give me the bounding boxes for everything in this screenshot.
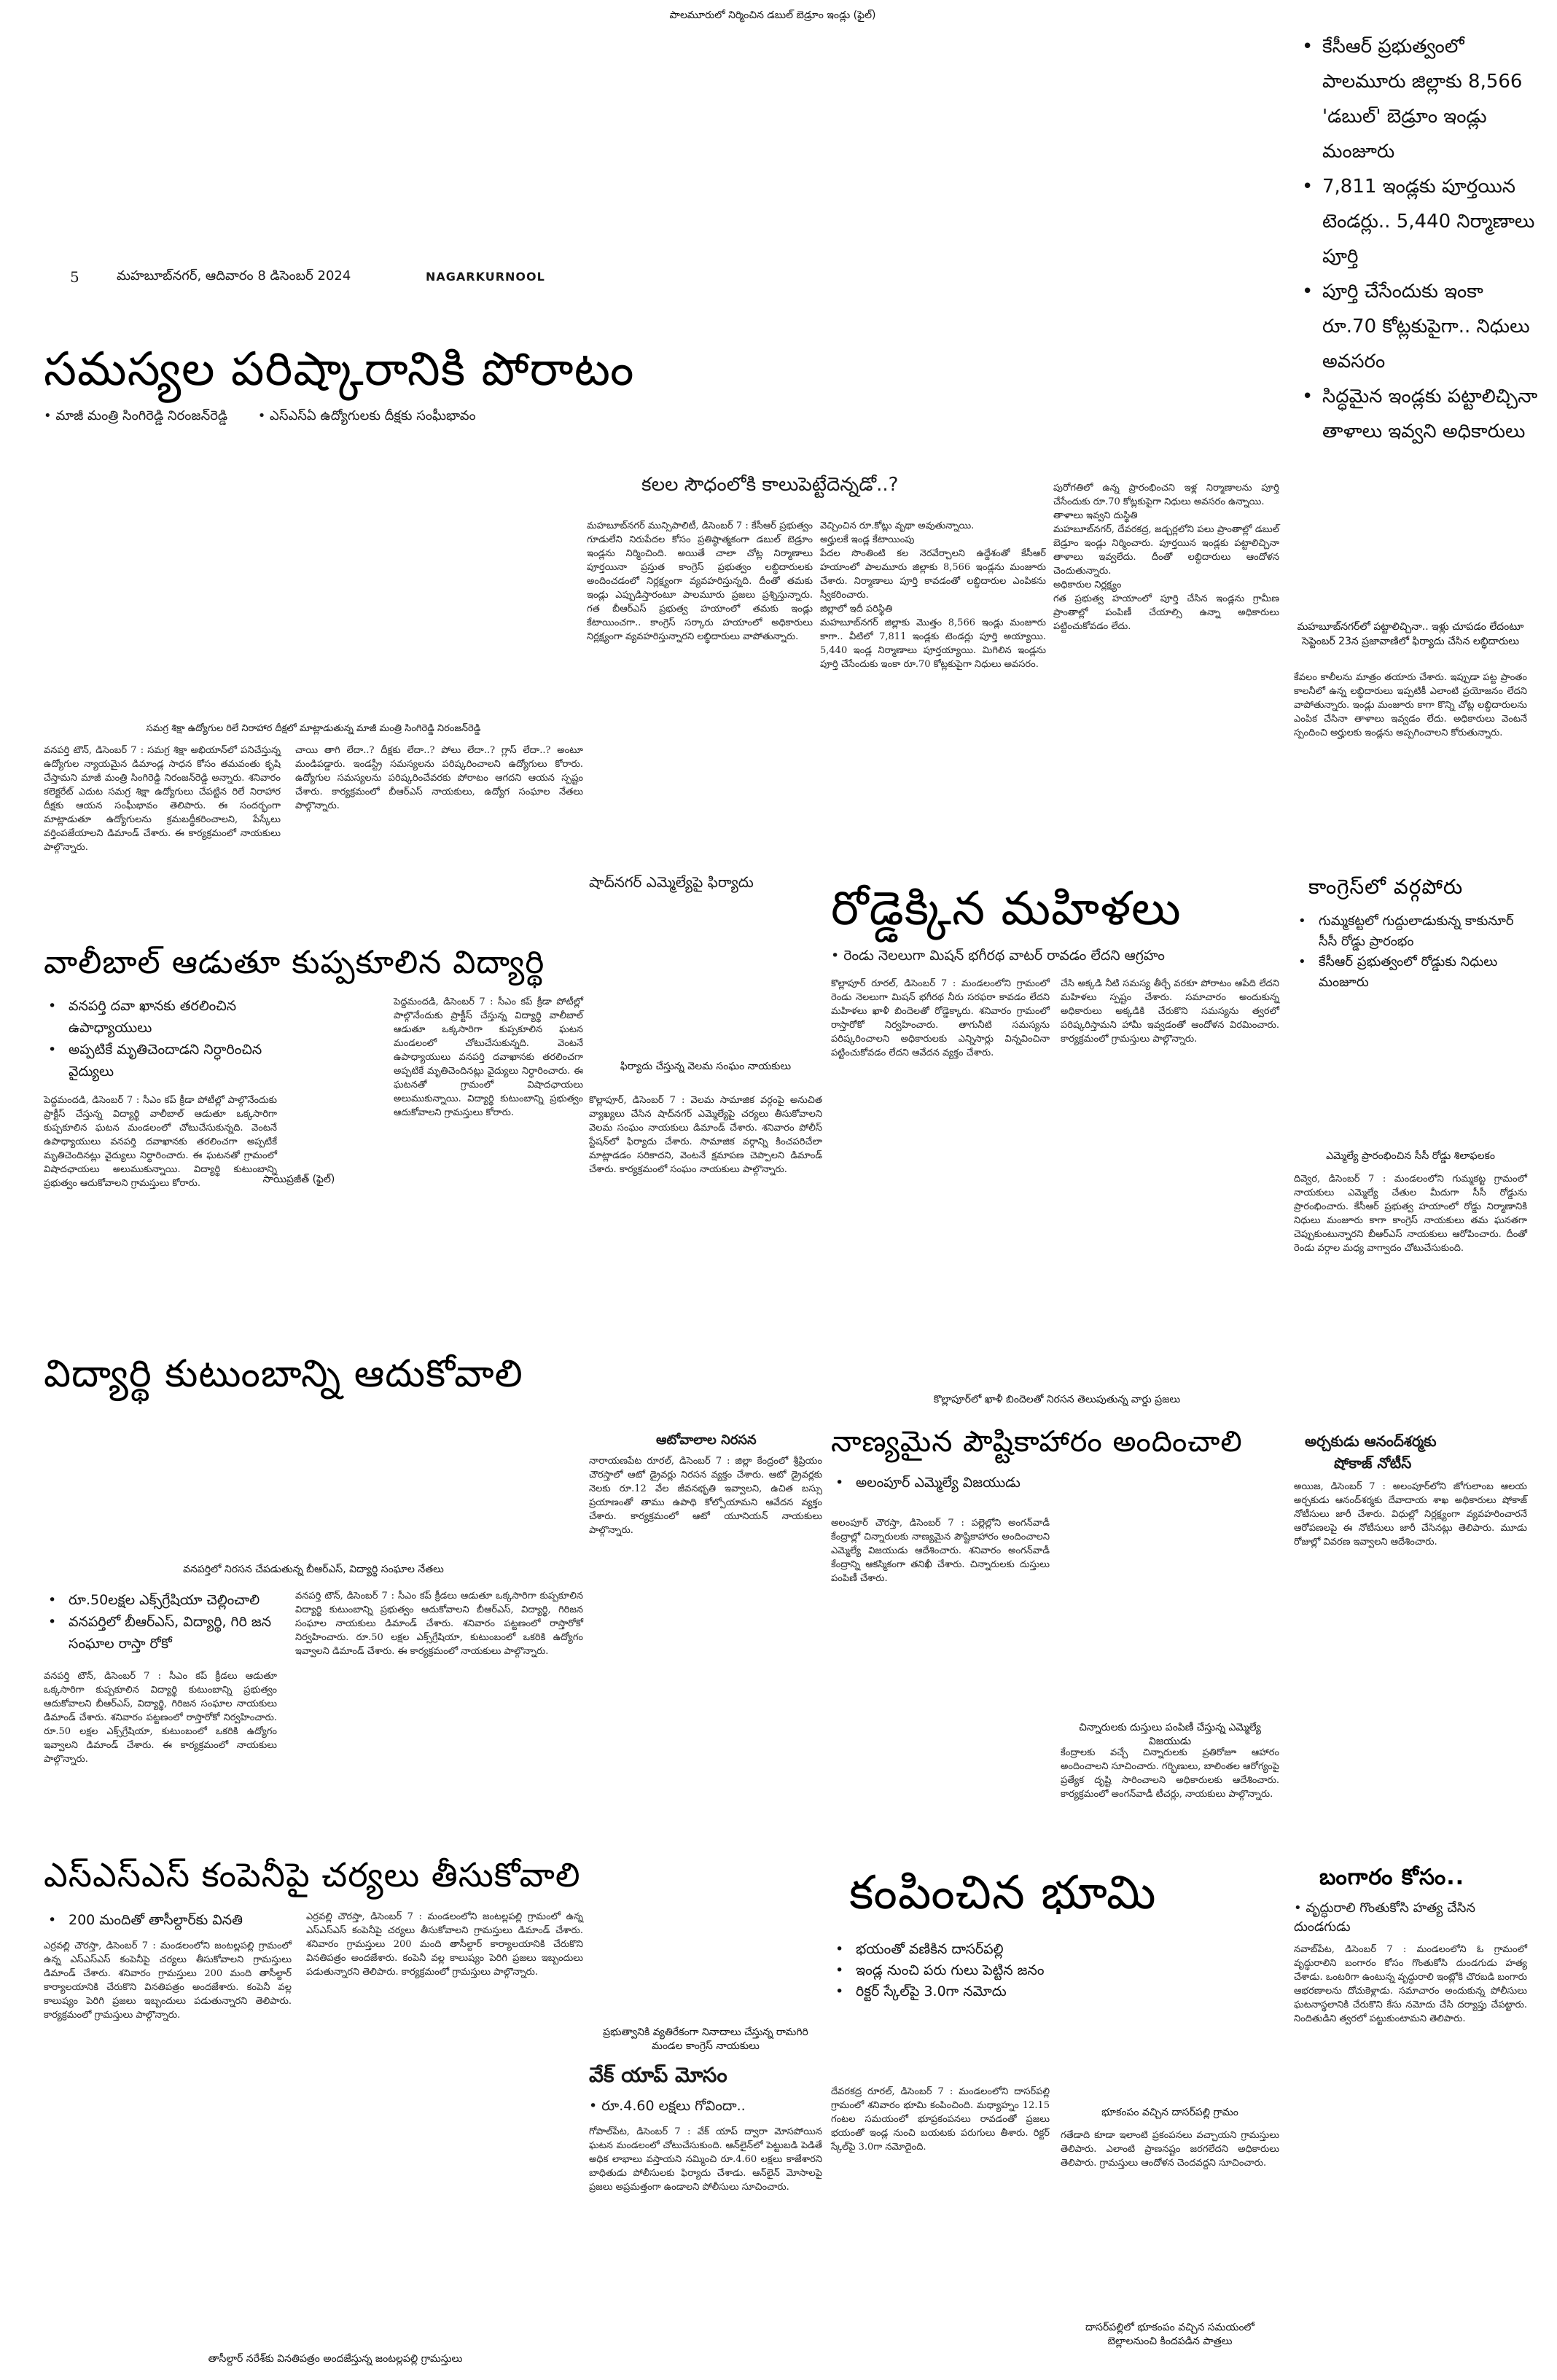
congress-body: దివ్వెర, డిసెంబర్ 7 : మండలంలోని గుమ్మకట్ట గ్రామంలో నాయకులు ఎమ్మెల్యే చేతుల మీదుగా సీసీ రోడ్డును ప్రారంభించారు. కేసీఆర్ ప్రభుత్వ హయాంలో రోడ్డు నిర్మాణానికి నిధులు మంజూరు కాగా కాంగ్రెస్ నాయకులు తమ ఘనతగా చెప్పుకుంటున్నారని బీఆర్ఎస్ నాయకులు ఆరోపించారు. దీంతో రెండు వర్గాల మధ్య వాగ్వాదం చోటుచేసుకుంది. (1294, 1174, 1531, 1254)
shadnagar-photo-caption: ఫిర్యాదు చేస్తున్న వెలమ సంఘం నాయకులు (620, 1061, 792, 1072)
story3-body-right: వనపర్తి టౌన్, డిసెంబర్ 7 : సీఎం కప్ క్రీడలు ఆడుతూ ఒక్కసారిగా కుప్పకూలిన విద్యార్థి కుటుంబాన్ని ప్రభుత్వం ఆదుకోవాలని బీఆర్ఎస్, విద్యార్థి, గిరిజన సంఘాల నాయకులు డిమాండ్ చేశారు. శనివారం పట్టణంలో రాస్తారోకో నిర్వహించారు. రూ.50 లక్షల ఎక్స్‌గ్రేషియా, కుటుంబంలో ఒకరికి ఉద్యోగం ఇవ్వాలని డిమాండ్ చేశారు. ఈ కార్యక్రమంలో నాయకులు పాల్గొన్నారు. (295, 1591, 587, 1657)
earthquake-body-col2: గతేడాది కూడా ఇలాంటి ప్రకంపనలు వచ్చాయని గ్రామస్తులు తెలిపారు. ఎలాంటి ప్రాణనష్టం జరగలేదని అధికారులు తెలిపారు. గ్రామస్తులు ఆందోళన చెందవద్దని సూచించారు. (1061, 2130, 1283, 2169)
congress-headline: కాంగ్రెస్‌లో వర్గపోరు (1308, 875, 1464, 899)
story5-body-col1: మహబూబ్‌నగర్ మున్సిపాలిటీ, డిసెంబర్ 7 : కేసీఆర్ ప్రభుత్వం గూడులేని నిరుపేదల కోసం ప్రతిష్ఠాత్మకంగా డబుల్ బెడ్రూం ఇండ్లను నిర్మించింది. అయితే చాలా చోట్ల నిర్మాణాలు పూర్తయినా ప్రస్తుత కాంగ్రెస్ ప్రభుత్వం లబ్ధిదారులకు అందించడంలో నిర్లక్ష్యంగా వ్యవహరిస్తున్నది. దీంతో తమకు ఇండ్లు ఎప్పుడిస్తారంటూ పాలమూరు ప్రజలు ప్రశ్నిస్తున్నారు. గత బీఆర్ఎస్ ప్రభుత్వ హయాంలో తమకు ఇండ్లు కేటాయించగా.. కాంగ్రెస్ సర్కారు హయాంలో అధికారులు నిర్లక్ష్యంగా వ్యవహరిస్తున్నారని లబ్ధిదారులు వాపోతున్నారు. (587, 520, 816, 642)
nutrition-caption-top: కొల్లాపూర్‌లో ఖాళీ బిందెలతో నిరసన తెలుపుతున్న వార్డు ప్రజలు (933, 1394, 1181, 1405)
story4-bullets (44, 1910, 321, 1930)
masthead-photo-caption: పాలమూరులో నిర్మించిన డబుల్ బెడ్రూం ఇండ్లు (ఫైల్) (669, 9, 876, 21)
story2-bullet: • వనపర్తి దవా ఖానకు తరలించిన ఉపాధ్యాయులు (44, 995, 292, 1039)
avo-headline: ఆటోవాలాల నిరసన (656, 1432, 757, 1448)
story1-photo-caption: సమగ్ర శిక్షా ఉద్యోగుల రిలే నిరాహార దీక్షలో మాట్లాడుతున్న మాజీ మంత్రి సింగిరెడ్డి నిరంజన్‌రెడ్డి (146, 723, 481, 734)
story4-body-right: ఎర్రవల్లి చౌరస్తా, డిసెంబర్ 7 : మండలంలోని జంటల్లపల్లి గ్రామంలో ఉన్న ఎస్ఎస్ఎస్ కంపెనీపై చర్యలు తీసుకోవాలని గ్రామస్తులు డిమాండ్ చేశారు. శనివారం గ్రామస్తులు 200 మంది తాసీల్దార్ కార్యాలయానికి చేరుకొని వినతిపత్రం అందజేశారు. కంపెనీ వల్ల కాలుష్యం పెరిగి ప్రజలు ఇబ్బందులు పడుతున్నారని తెలిపారు. కార్యక్రమంలో గ్రామస్తులు పాల్గొన్నారు. (306, 1911, 587, 1978)
story2-body: పెద్దమందడి, డిసెంబర్ 7 : సీఎం కప్ క్రీడా పోటీల్లో పాల్గొనేందుకు ప్రాక్టీస్ చేస్తున్న విద్యార్థి వాలీబాల్ ఆడుతూ ఒక్కసారిగా కుప్పకూలిన ఘటన మండలంలో చోటుచేసుకున్నది. వెంటనే ఉపాధ్యాయులు వనపర్తి దవాఖానకు తరలించగా అప్పటికే మృతిచెందినట్లు వైద్యులు నిర్ధారించారు. ఈ ఘటనతో గ్రామంలో విషాదఛాయలు అలుముకున్నాయి. విద్యార్థి కుటుంబాన్ని ప్రభుత్వం ఆదుకోవాలని గ్రామస్తులు కోరారు. (44, 1095, 281, 1189)
story2-body-right: పెద్దమందడి, డిసెంబర్ 7 : సీఎం కప్ క్రీడా పోటీల్లో పాల్గొనేందుకు ప్రాక్టీస్ చేస్తున్న విద్యార్థి వాలీబాల్ ఆడుతూ ఒక్కసారిగా కుప్పకూలిన ఘటన మండలంలో చోటుచేసుకున్నది. వెంటనే ఉపాధ్యాయులు వనపర్తి దవాఖానకు తరలించగా అప్పటికే మృతిచెందినట్లు వైద్యులు నిర్ధారించారు. ఈ ఘటనతో గ్రామంలో విషాదఛాయలు అలుముకున్నాయి. విద్యార్థి కుటుంబాన్ని ప్రభుత్వం ఆదుకోవాలని గ్రామస్తులు కోరారు. (394, 996, 587, 1118)
story2-photo-caption: సాయిప్రజీత్ (ఫైల్) (262, 1174, 335, 1185)
story3-bullet: • వనపర్తిలో బీఆర్ఎస్, విద్యార్థి, గిరి జన సంఘాల రాస్తా రోకో (44, 1611, 277, 1655)
show-cause-headline-top: అర్చకుడు ఆనంద్‌శర్మకు (1305, 1432, 1437, 1450)
story1-subhead (44, 408, 476, 426)
edition-name: NAGARKURNOOL (426, 270, 545, 284)
story1-subhead-1: మాజీ మంత్రి సింగిరెడ్డి నిరంజన్‌రెడ్డి (55, 408, 228, 424)
story2-bullets (44, 995, 292, 1082)
gold-bullet (1294, 1899, 1527, 1937)
bullet-icon: • (831, 948, 844, 964)
gold-headline: బంగారం కోసం.. (1319, 1865, 1465, 1890)
story5-body-col3: పురోగతిలో ఉన్న ప్రారంభించని ఇళ్ల నిర్మాణాలను పూర్తి చేసేందుకు రూ.70 కోట్లకుపైగా నిధులు అవసరం ఉన్నాయి. తాళాలు ఇవ్వని దుస్థితి మహబూబ్‌నగర్, దేవరకద్ర, జడ్చర్లలోని పలు ప్రాంతాల్లో డబుల్ బెడ్రూం ఇండ్లు నిర్మించారు. పూర్తయిన ఇండ్లకు పట్టాలిచ్చినా తాళాలు ఇవ్వలేదు. దీంతో లబ్ధిదారులు ఆందోళన చెందుతున్నారు. అధికారుల నిర్లక్ష్యం గత ప్రభుత్వ హయాంలో పూర్తి చేసిన ఇండ్లను గ్రామీణ ప్రాంతాల్లో పంపిణీ చేయాల్సి ఉన్నా అధికారులు పట్టించుకోవడం లేదు. (1053, 483, 1279, 632)
earthquake-bullet: • రిక్టర్ స్కేల్‌పై 3.0గా నమోదు (831, 1981, 1050, 2002)
story4-photo-caption: తాసీల్దార్ నరేశ్‌కు వినతిపత్రం అందజేస్తున్న జంటల్లపల్లి గ్రామస్తులు (208, 2353, 463, 2365)
highlight-item: • కేసీఆర్ ప్రభుత్వంలో పాలమూరు జిల్లాకు 8,566 'డబుల్' బెడ్రూం ఇండ్లు మంజూరు (1298, 29, 1538, 169)
avo-body: నారాయణపేట రూరల్, డిసెంబర్ 7 : జిల్లా కేంద్రంలో శ్రీప్రియం చౌరస్తాలో ఆటో డ్రైవర్లు నిరసన వ్యక్తం చేశారు. ఆటో డ్రైవర్లకు నెలకు రూ.12 వేల జీవనభృతి ఇవ్వాలని, ఉచిత బస్సు ప్రయాణంతో తాము ఉపాధి కోల్పోయామని ఆవేదన వ్యక్తం చేశారు. కార్యక్రమంలో ఆటో యూనియన్ నాయకులు పాల్గొన్నారు. (589, 1456, 826, 1536)
story5-body-col2: వెచ్చించిన రూ.కోట్లు వృథా అవుతున్నాయి. అర్హులకే ఇండ్ల కేటాయింపు పేదల సొంతింటి కల నెరవేర్చాలని ఉద్దేశంతో కేసీఆర్ హయాంలో పాలమూరు జిల్లాకు 8,566 ఇండ్లను మంజూరు చేశారు. నిర్మాణాలు పూర్తి కావడంతో లబ్ధిదారుల ఎంపికను స్వీకరించారు. జిల్లాలో ఇదీ పరిస్థితి మహబూబ్‌నగర్ జిల్లాకు మొత్తం 8,566 ఇండ్లు మంజూరు కాగా.. వీటిలో 7,811 ఇండ్లకు టెండర్లు పూర్తి అయ్యాయి. 5,440 ఇండ్ల నిర్మాణాలు పూర్తయ్యాయి. మిగిలిన ఇండ్లను పూర్తి చేసేందుకు ఇంకా రూ.70 కోట్లకుపైగా నిధులు అవసరం. (820, 520, 1046, 670)
story1-headline: సమస్యల పరిష్కారానికి పోరాటం (44, 343, 635, 397)
story6-bullet (831, 948, 1165, 967)
story2-bullet: • అప్పటికే మృతిచెందాడని నిర్ధారించిన వైద్యులు (44, 1039, 292, 1082)
story3-photo-caption: వనపర్తిలో నిరసన చేపడుతున్న బీఆర్ఎస్, విద్యార్థి సంఘాల నేతలు (183, 1564, 444, 1575)
story4-headline: ఎస్ఎస్ఎస్ కంపెనీపై చర్యలు తీసుకోవాలి (44, 1855, 581, 1895)
earthquake-bullet: • ఇండ్ల నుంచి పరు గులు పెట్టిన జనం (831, 1960, 1050, 1981)
story1-body-right: చాయి తాగి లేదా..? దీక్షకు లేదా..? పోలు లేదా..? గ్లాస్ లేదా..? అంటూ మండిపడ్డారు. ఇండస్ట్రీ సమస్యలను పరిష్కరించాలని ఉద్యోగులు కోరారు. ఉద్యోగుల సమస్యలను పరిష్కరించేవరకు పోరాటం ఆగదని ఆయన స్పష్టం చేశారు. కార్యక్రమంలో బీఆర్ఎస్ నాయకులు, ఉద్యోగ సంఘాల నేతలు పాల్గొన్నారు. (295, 745, 587, 811)
subhead-bullet-icon: • (44, 408, 56, 424)
story2-headline: వాలీబాల్ ఆడుతూ కుప్పకూలిన విద్యార్థి (44, 944, 545, 981)
bullet-icon: • (589, 2098, 602, 2114)
highlight-item: • 7,811 ఇండ్లకు పూర్తయిన టెండర్లు.. 5,440 నిర్మాణాలు పూర్తి (1298, 169, 1538, 274)
earthquake-caption-top: భూకంపం వచ్చిన దాసర్‌పల్లి గ్రామం (1101, 2107, 1238, 2118)
dateline: మహబూబ్‌నగర్, ఆదివారం 8 డిసెంబర్ 2024 (117, 268, 351, 284)
congress-photo-caption: ఎమ్మెల్యే ప్రారంభించిన సీసీ రోడ్డు శిలాఫలకం (1326, 1150, 1495, 1162)
nutrition-body-col1: అలంపూర్ చౌరస్తా, డిసెంబర్ 7 : పల్లెల్లోని అంగన్‌వాడీ కేంద్రాల్లో చిన్నారులకు నాణ్యమైన పౌష్టికాహారం అందించాలని ఎమ్మెల్యే విజయుడు ఆదేశించారు. శనివారం అంగన్‌వాడీ కేంద్రాన్ని ఆకస్మికంగా తనిఖీ చేశారు. చిన్నారులకు దుస్తులు పంపిణీ చేశారు. (831, 1518, 1053, 1584)
nutrition-photo-caption: చిన్నారులకు దుస్తులు పంపిణీ చేస్తున్న ఎమ్మెల్యే విజయుడు (1079, 1722, 1261, 1747)
story3-bullet: • రూ.50లక్షల ఎక్స్‌గ్రేషియా చెల్లించాలి (44, 1589, 277, 1611)
shadnagar-headline: షాద్‌నగర్ ఎమ్మెల్యేపై ఫిర్యాదు (589, 873, 754, 891)
story1-subhead-2: ఎస్ఎస్ఏ ఉద్యోగులకు దీక్షకు సంఘీభావం (270, 408, 476, 424)
bullet-icon: • (1294, 1900, 1306, 1916)
story5-headline: కలల సౌధంలోకి కాలుపెట్టేదెన్నడో..? (641, 474, 899, 496)
story4-bullet: • 200 మందితో తాసీల్దార్‌కు వినతి (44, 1910, 321, 1930)
page-number: 5 (70, 268, 79, 286)
earthquake-caption-bottom: దాసర్‌పల్లిలో భూకంపం వచ్చిన సమయంలో బెల్లాలనుంచి కిందపడిన పాత్రలు (1085, 2322, 1254, 2347)
story4-body: ఎర్రవల్లి చౌరస్తా, డిసెంబర్ 7 : మండలంలోని జంటల్లపల్లి గ్రామంలో ఉన్న ఎస్ఎస్ఎస్ కంపెనీపై చర్యలు తీసుకోవాలని గ్రామస్తులు డిమాండ్ చేశారు. శనివారం గ్రామస్తులు 200 మంది తాసీల్దార్ కార్యాలయానికి చేరుకొని వినతిపత్రం అందజేశారు. కంపెనీ వల్ల కాలుష్యం పెరిగి ప్రజలు ఇబ్బందులు పడుతున్నారని తెలిపారు. కార్యక్రమంలో గ్రామస్తులు పాల్గొన్నారు. (44, 1940, 295, 2021)
gold-body: నవాబ్‌పేట, డిసెంబర్ 7 : మండలంలోని ఓ గ్రామంలో వృద్ధురాలిని బంగారం కోసం గొంతుకోసి దుండగుడు హత్య చేశాడు. ఒంటరిగా ఉంటున్న వృద్ధురాలి ఇంట్లోకి చొరబడి బంగారు ఆభరణాలను దోచుకెళ్లాడు. సమాచారం అందుకున్న పోలీసులు ఘటనాస్థలానికి చేరుకొని కేసు నమోదు చేసి దర్యాప్తు చేపట్టారు. నిందితుడిని త్వరలో పట్టుకుంటామని తెలిపారు. (1294, 1944, 1531, 2024)
earthquake-bullets (831, 1939, 1050, 2002)
earthquake-bullet: • భయంతో వణికిన దాసర్‌పల్లి (831, 1939, 1050, 1960)
nutrition-bullets (831, 1472, 1050, 1493)
earthquake-headline: కంపించిన భూమి (849, 1866, 1157, 1920)
earthquake-body-col1: దేవరకద్ర రూరల్, డిసెంబర్ 7 : మండలంలోని దాసర్‌పల్లి గ్రామంలో శనివారం భూమి కంపించింది. మధ్యాహ్నం 12.15 గంటల సమయంలో భూప్రకంపనలు రావడంతో ప్రజలు భయంతో ఇండ్ల నుంచి బయటకు పరుగులు తీశారు. రిక్టర్ స్కేల్‌పై 3.0గా నమోదైంది. (831, 2086, 1053, 2153)
congress-bullet: • గుమ్మకట్టలో గుద్దులాడుకున్న కాకునూర్ సీసీ రోడ్డు ప్రారంభం (1294, 911, 1527, 952)
story6-headline: రోడ్డెక్కిన మహిళలు (831, 882, 1182, 936)
subhead-bullet-icon: • (257, 408, 270, 424)
nutrition-headline: నాణ్యమైన పౌష్టికాహారం అందించాలి (831, 1425, 1243, 1459)
sidebar-body: కేవలం కాలీలను మాత్రం తయారు చేశారు. ఇప్పుడా పట్ట ప్రాంతం కాలనీలో ఉన్న లబ్ధిదారులు ఇప్పటికీ ఎలాంటి ప్రయోజనం లేదని వాపోతున్నారు. ఇండ్లు మంజూరు కాగా కొన్ని చోట్ల లబ్ధిదారులను ఎంపిక చేసినా తాళాలు ఇవ్వడం లేదు. అధికారులు వెంటనే స్పందించి అర్హులకు ఇండ్లను అప్పగించాలని కోరుతున్నారు. (1294, 672, 1531, 738)
shadnagar-body: కొల్లాపూర్, డిసెంబర్ 7 : వెలమ సామాజిక వర్గంపై అనుచిత వ్యాఖ్యలు చేసిన షాద్‌నగర్ ఎమ్మెల్యేపై చర్యలు తీసుకోవాలని వెలమ సంఘం నాయకులు డిమాండ్ చేశారు. శనివారం పోలీస్ స్టేషన్‌లో ఫిర్యాదు చేశారు. సామాజిక వర్గాన్ని కించపరిచేలా మాట్లాడడం సరికాదని, వెంటనే క్షమాపణ చెప్పాలని డిమాండ్ చేశారు. కార్యక్రమంలో సంఘం నాయకులు పాల్గొన్నారు. (589, 1095, 826, 1175)
veg-bullet (589, 2098, 746, 2118)
congress-bullet: • కేసీఆర్ ప్రభుత్వంలో రోడ్డుకు నిధులు మంజూరు (1294, 952, 1527, 993)
veg-headline: వేక్ యాప్ మోసం (589, 2063, 727, 2087)
highlights-list (1298, 29, 1538, 449)
show-cause-body: అయిజ, డిసెంబర్ 7 : అలంపూర్‌లోని జోగులాంబ ఆలయ అర్చకుడు ఆనంద్‌శర్మకు దేవాదాయ శాఖ అధికారులు షోకాజ్ నోటీసులు జారీ చేశారు. విధుల్లో నిర్లక్ష్యంగా వ్యవహరించారనే ఆరోపణలపై ఈ నోటీసులు జారీ చేసినట్లు తెలిపారు. మూడు రోజుల్లో వివరణ ఇవ్వాలని ఆదేశించారు. (1294, 1481, 1531, 1548)
story6-bullet-text: రెండు నెలలుగా మిషన్ భగీరథ వాటర్ రావడం లేదని ఆగ్రహం (843, 948, 1165, 964)
story6-body-col1: కొల్లాపూర్ రూరల్, డిసెంబర్ 7 : మండలంలోని గ్రామంలో రెండు నెలలుగా మిషన్ భగీరథ నీరు సరఫరా కావడం లేదని మహిళలు ఖాళీ బిందెలతో రోడ్డెక్కారు. శనివారం గ్రామంలో రాస్తారోకో నిర్వహించారు. తాగునీటి సమస్యను పరిష్కరించాలని అధికారులకు ఎన్నిసార్లు విన్నవించినా పట్టించుకోవడం లేదని ఆవేదన వ్యక్తం చేశారు. (831, 978, 1053, 1058)
show-cause-headline-bottom: షోకాజ్ నోటీస్ (1334, 1454, 1412, 1472)
nutrition-bullet: • అలంపూర్ ఎమ్మెల్యే విజయుడు (831, 1472, 1050, 1493)
story3-headline: విద్యార్థి కుటుంబాన్ని ఆదుకోవాలి (44, 1352, 523, 1396)
story1-body-left: వనపర్తి టౌన్, డిసెంబర్ 7 : సమగ్ర శిక్షా అభియాన్‌లో పనిచేస్తున్న ఉద్యోగుల న్యాయమైన డిమాండ్ల సాధన కోసం తమవంతు కృషి చేస్తామని మాజీ మంత్రి సింగిరెడ్డి నిరంజన్‌రెడ్డి అన్నారు. శనివారం కలెక్టరేట్ ఎదుట సమగ్ర శిక్షా ఉద్యోగులు చేపట్టిన రిలే నిరాహార దీక్షకు ఆయన సంఘీభావం తెలిపారు. ఈ సందర్భంగా మాట్లాడుతూ ఉద్యోగులను క్రమబద్ధీకరించాలని, పేస్కేలు వర్తింపజేయాలని డిమాండ్ చేశారు. ఈ కార్యక్రమంలో నాయకులు పాల్గొన్నారు. (44, 745, 284, 853)
story6-body-col2: చేసి అక్కడి నీటి సమస్య తీర్చే వరకూ పోరాటం ఆపేది లేదని మహిళలు స్పష్టం చేశారు. సమాచారం అందుకున్న అధికారులు అక్కడికి చేరుకొని సమస్యను త్వరలో పరిష్కరిస్తామని హామీ ఇవ్వడంతో ఆందోళన విరమించారు. కార్యక్రమంలో గ్రామస్తులు పాల్గొన్నారు. (1061, 978, 1283, 1045)
story3-body: వనపర్తి టౌన్, డిసెంబర్ 7 : సీఎం కప్ క్రీడలు ఆడుతూ ఒక్కసారిగా కుప్పకూలిన విద్యార్థి కుటుంబాన్ని ప్రభుత్వం ఆదుకోవాలని బీఆర్ఎస్, విద్యార్థి, గిరిజన సంఘాల నాయకులు డిమాండ్ చేశారు. శనివారం పట్టణంలో రాస్తారోకో నిర్వహించారు. రూ.50 లక్షల ఎక్స్‌గ్రేషియా, కుటుంబంలో ఒకరికి ఉద్యోగం ఇవ్వాలని డిమాండ్ చేశారు. ఈ కార్యక్రమంలో నాయకులు పాల్గొన్నారు. (44, 1671, 281, 1765)
sidebar-photo-caption: మహబూబ్‌నగర్‌లో పట్టాలిచ్చినా.. ఇళ్లు చూపడం లేదంటూ సెప్టెంబర్ 23న ప్రజావాణిలో ఫిర్యాదు చేసిన లబ్ధిదారులు (1297, 621, 1524, 647)
veg-caption: ప్రభుత్వానికి వ్యతిరేకంగా నినాదాలు చేస్తున్న రామగిరి మండల కాంగ్రెస్ నాయకులు (603, 2026, 808, 2052)
highlight-item: • సిద్ధమైన ఇండ్లకు పట్టాలిచ్చినా తాళాలు ఇవ్వని అధికారులు (1298, 379, 1538, 449)
story3-bullets (44, 1589, 277, 1655)
veg-body: గోపాల్‌పేట, డిసెంబర్ 7 : వేక్ యాప్ ద్వారా మోసపోయిన ఘటన మండలంలో చోటుచేసుకుంది. ఆన్‌లైన్‌లో పెట్టుబడి పెడితే అధిక లాభాలు వస్తాయని నమ్మించి రూ.4.60 లక్షలు కాజేశారని బాధితుడు పోలీసులకు ఫిర్యాదు చేశాడు. ఆన్‌లైన్ మోసాలపై ప్రజలు అప్రమత్తంగా ఉండాలని పోలీసులు సూచించారు. (589, 2126, 826, 2193)
nutrition-body-col2: కేంద్రాలకు వచ్చే చిన్నారులకు ప్రతిరోజూ ఆహారం అందించాలని సూచించారు. గర్భిణులు, బాలింతల ఆరోగ్యంపై ప్రత్యేక దృష్టి సారించాలని అధికారులకు ఆదేశించారు. కార్యక్రమంలో అంగన్‌వాడీ టీచర్లు, నాయకులు పాల్గొన్నారు. (1061, 1747, 1283, 1800)
veg-bullet-text: రూ.4.60 లక్షలు గోవిందా.. (601, 2098, 746, 2114)
highlight-item: • పూర్తి చేసేందుకు ఇంకా రూ.70 కోట్లకుపైగా.. నిధులు అవసరం (1298, 274, 1538, 379)
congress-bullets (1294, 911, 1527, 993)
gold-bullet-text: వృద్ధురాలి గొంతుకోసి హత్య చేసిన దుండగుడు (1294, 1900, 1476, 1935)
